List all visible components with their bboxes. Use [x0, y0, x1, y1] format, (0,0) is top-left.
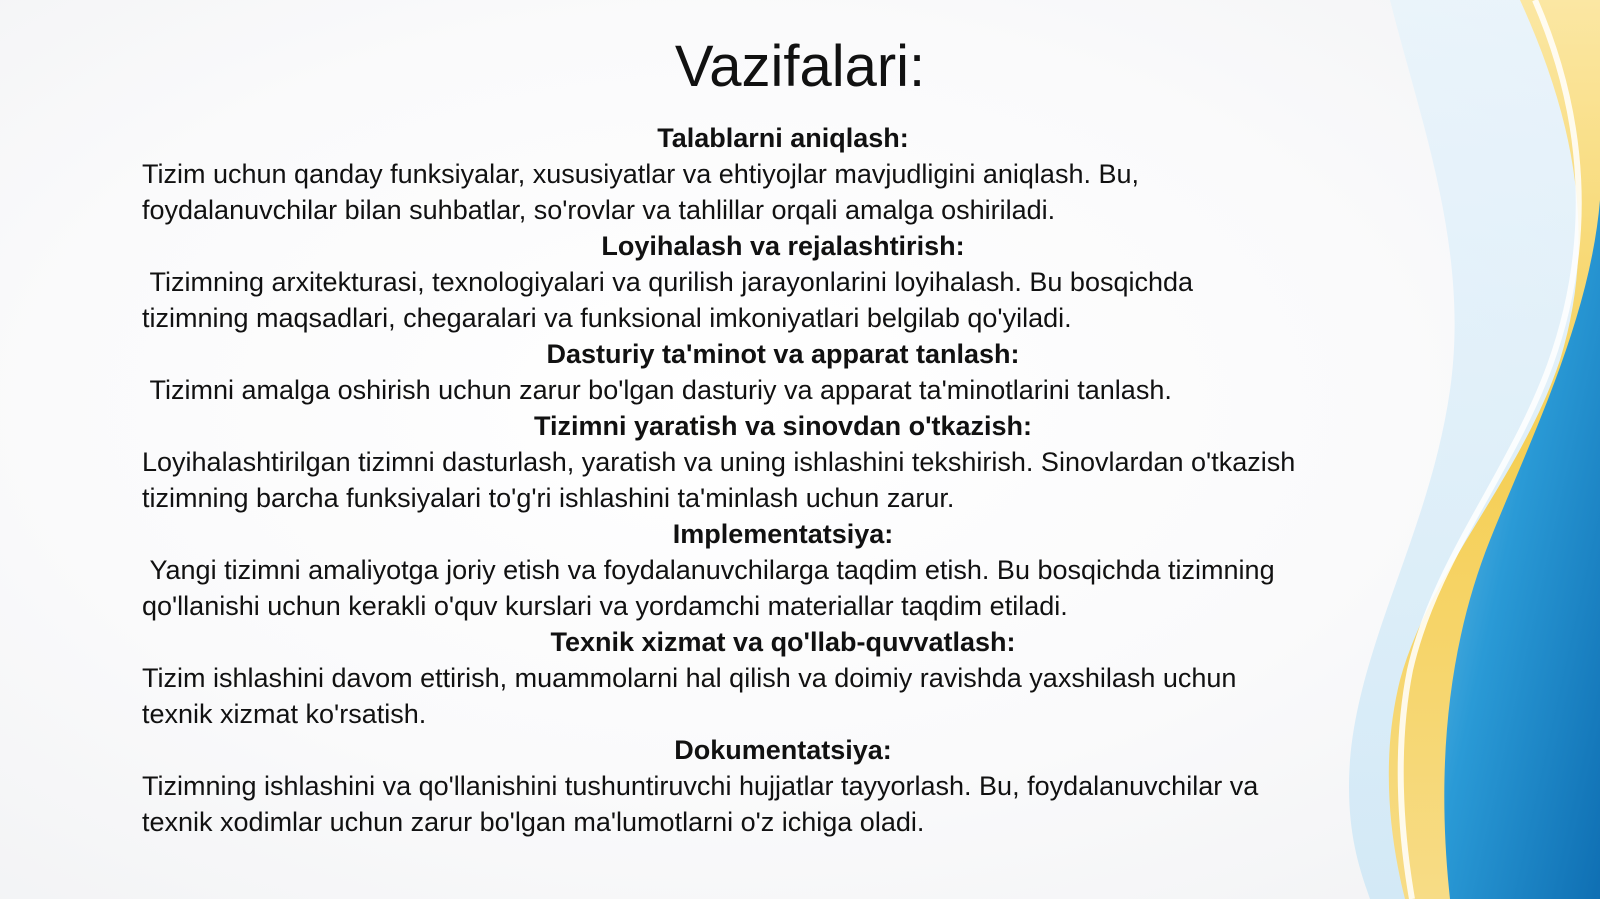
section-text-line: texnik xodimlar uchun zarur bo'lgan ma'lumotlarni o'z ichiga oladi. [142, 807, 925, 837]
section-heading: Dasturiy ta'minot va apparat tanlash: [546, 339, 1020, 369]
section-build-testing [142, 408, 1424, 516]
section-design-planning [142, 228, 1424, 336]
section-implementation [142, 516, 1424, 624]
section-text-line: Tizimning arxitekturasi, texnologiyalari va qurilish jarayonlarini loyihalash. Bu bosqichda [142, 267, 1194, 297]
section-heading: Texnik xizmat va qo'llab-quvvatlash: [550, 627, 1016, 657]
section-documentation [142, 732, 1424, 840]
section-heading: Implementatsiya: [672, 519, 894, 549]
section-text-line: foydalanuvchilar bilan suhbatlar, so'rovlar va tahlillar orqali amalga oshiriladi. [142, 195, 1056, 225]
section-text-line: Tizimni amalga oshirish uchun zarur bo'lgan dasturiy va apparat ta'minotlarini tanlash. [142, 375, 1172, 405]
section-text-line: tizimning maqsadlari, chegaralari va funksional imkoniyatlari belgilab qo'yiladi. [142, 303, 1072, 333]
tasks-list [142, 120, 1424, 840]
section-maintenance-support [142, 624, 1424, 732]
section-text-line: tizimning barcha funksiyalari to'g'ri ishlashini ta'minlash uchun zarur. [142, 483, 955, 513]
section-text-line: Tizim uchun qanday funksiyalar, xususiyatlar va ehtiyojlar mavjudligini aniqlash. Bu, [142, 159, 1139, 189]
section-text-line: texnik xizmat ko'rsatish. [142, 699, 427, 729]
section-software-hardware [142, 336, 1424, 408]
section-text-line: qo'llanishi uchun kerakli o'quv kurslari va yordamchi materiallar taqdim etiladi. [142, 591, 1068, 621]
section-text-line: Tizim ishlashini davom ettirish, muammolarni hal qilish va doimiy ravishda yaxshilash uchun [142, 663, 1237, 693]
section-heading: Tizimni yaratish va sinovdan o'tkazish: [533, 411, 1033, 441]
section-text-line: Yangi tizimni amaliyotga joriy etish va foydalanuvchilarga taqdim etish. Bu bosqichda tizimning [142, 555, 1275, 585]
section-text-line: Tizimning ishlashini va qo'llanishini tushuntiruvchi hujjatlar tayyorlash. Bu, foydalanuvchilar va [142, 771, 1259, 801]
section-text-line: Loyihalashtirilgan tizimni dasturlash, yaratish va uning ishlashini tekshirish. Sinovlardan o'tkazish [142, 447, 1296, 477]
section-heading: Loyihalash va rejalashtirish: [601, 231, 965, 261]
section-requirements [142, 120, 1424, 228]
slide-title: Vazifalari: [674, 34, 926, 99]
section-heading: Talablarni aniqlash: [657, 123, 909, 153]
section-heading: Dokumentatsiya: [674, 735, 892, 765]
